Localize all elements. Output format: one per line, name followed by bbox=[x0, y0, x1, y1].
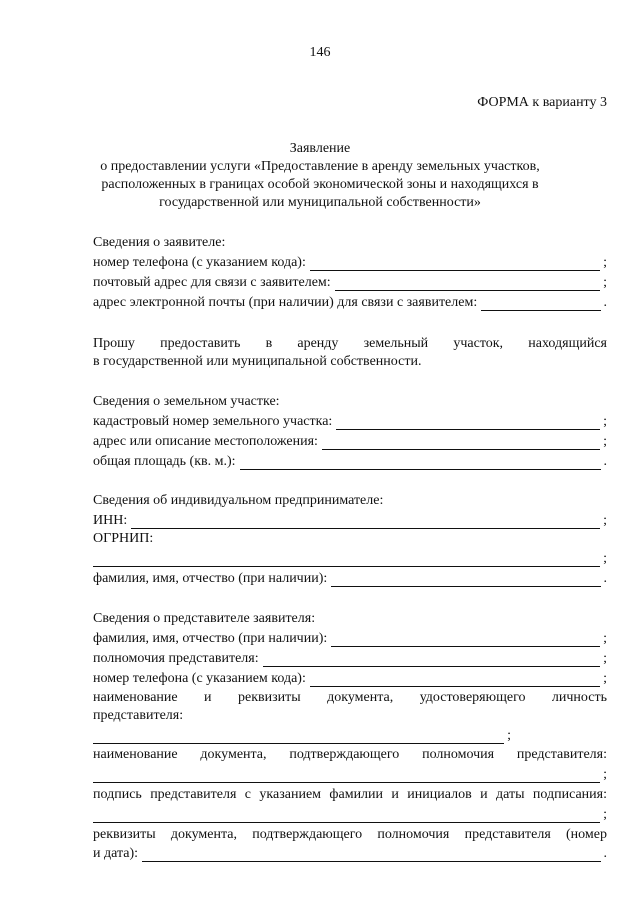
applicant-heading: Сведения о заявителе: bbox=[93, 235, 226, 250]
semicolon: ; bbox=[603, 255, 607, 270]
subtitle-line-3: государственной или муниципальной собственности» bbox=[159, 195, 481, 210]
representative-signature-field[interactable] bbox=[93, 809, 600, 823]
representative-powers-row bbox=[93, 650, 607, 667]
applicant-postal-row bbox=[93, 274, 607, 291]
land-address-row bbox=[93, 433, 607, 450]
applicant-postal-label: почтовый адрес для связи с заявителем: bbox=[93, 275, 331, 290]
representative-authority-details-line-1: реквизиты документа, подтверждающего полномочия представителя (номер bbox=[93, 827, 607, 842]
semicolon: ; bbox=[603, 631, 607, 646]
period: . bbox=[603, 295, 607, 310]
semicolon: ; bbox=[603, 767, 607, 782]
applicant-phone-label: номер телефона (с указанием кода): bbox=[93, 255, 306, 270]
page-number: 146 bbox=[309, 45, 331, 60]
period: . bbox=[603, 571, 607, 586]
semicolon: ; bbox=[603, 434, 607, 449]
representative-fio-field[interactable] bbox=[331, 633, 600, 647]
period: . bbox=[603, 846, 607, 861]
representative-phone-field[interactable] bbox=[310, 673, 600, 687]
applicant-phone-row bbox=[93, 254, 607, 271]
representative-fio-row bbox=[93, 630, 607, 647]
entrepreneur-fio-field[interactable] bbox=[331, 573, 600, 587]
semicolon: ; bbox=[603, 807, 607, 822]
semicolon: ; bbox=[603, 275, 607, 290]
land-cadastral-field[interactable] bbox=[336, 416, 600, 430]
semicolon: ; bbox=[603, 651, 607, 666]
applicant-postal-field[interactable] bbox=[335, 277, 600, 291]
representative-authority-details-field[interactable] bbox=[142, 848, 600, 862]
representative-phone-row bbox=[93, 670, 607, 687]
representative-fio-label: фамилия, имя, отчество (при наличии): bbox=[93, 631, 328, 646]
entrepreneur-inn-row bbox=[93, 512, 607, 529]
entrepreneur-inn-field[interactable] bbox=[131, 515, 600, 529]
request-line-2: в государственной или муниципальной собственности. bbox=[93, 354, 422, 369]
document-title: Заявление bbox=[289, 141, 351, 156]
entrepreneur-fio-label: фамилия, имя, отчество (при наличии): bbox=[93, 571, 328, 586]
applicant-email-label: адрес электронной почты (при наличии) для связи с заявителем: bbox=[93, 295, 478, 310]
form-label: ФОРМА к варианту 3 bbox=[477, 95, 607, 110]
entrepreneur-ogrnip-row bbox=[93, 550, 607, 567]
land-address-field[interactable] bbox=[322, 436, 600, 450]
entrepreneur-inn-label: ИНН: bbox=[93, 513, 128, 528]
representative-authority-doc-field[interactable] bbox=[93, 769, 600, 783]
land-area-row bbox=[93, 453, 607, 470]
land-cadastral-label: кадастровый номер земельного участка: bbox=[93, 414, 333, 429]
representative-signature-label: подпись представителя с указанием фамилии и инициалов и даты подписания: bbox=[93, 787, 607, 802]
applicant-email-row bbox=[93, 294, 607, 311]
representative-authority-doc-label: наименование документа, подтверждающего полномочия представителя: bbox=[93, 747, 607, 762]
semicolon: ; bbox=[603, 671, 607, 686]
entrepreneur-ogrnip-label: ОГРНИП: bbox=[93, 531, 154, 546]
land-address-label: адрес или описание местоположения: bbox=[93, 434, 318, 449]
representative-id-doc-field[interactable] bbox=[93, 730, 504, 744]
entrepreneur-ogrnip-field[interactable] bbox=[93, 553, 600, 567]
semicolon: ; bbox=[603, 551, 607, 566]
semicolon: ; bbox=[507, 728, 511, 743]
semicolon: ; bbox=[603, 513, 607, 528]
representative-phone-label: номер телефона (с указанием кода): bbox=[93, 671, 306, 686]
subtitle-line-2: расположенных в границах особой экономической зоны и находящихся в bbox=[101, 177, 539, 192]
representative-authority-details-row bbox=[93, 845, 607, 862]
representative-heading: Сведения о представителе заявителя: bbox=[93, 611, 316, 626]
request-line-1: Прошу предоставить в аренду земельный участок, находящийся bbox=[93, 336, 607, 351]
period: . bbox=[603, 454, 607, 469]
subtitle-line-1: о предоставлении услуги «Предоставление в аренду земельных участков, bbox=[100, 159, 540, 174]
representative-id-doc-line-2: представителя: bbox=[93, 708, 184, 723]
land-area-field[interactable] bbox=[240, 456, 601, 470]
representative-id-doc-row bbox=[93, 727, 511, 744]
applicant-phone-field[interactable] bbox=[310, 257, 600, 271]
representative-powers-field[interactable] bbox=[263, 653, 601, 667]
entrepreneur-heading: Сведения об индивидуальном предпринимателе: bbox=[93, 493, 384, 508]
applicant-email-field[interactable] bbox=[481, 297, 600, 311]
representative-authority-doc-row bbox=[93, 766, 607, 783]
land-area-label: общая площадь (кв. м.): bbox=[93, 454, 236, 469]
representative-signature-row bbox=[93, 806, 607, 823]
representative-id-doc-line-1: наименование и реквизиты документа, удостоверяющего личность bbox=[93, 690, 607, 705]
representative-powers-label: полномочия представителя: bbox=[93, 651, 259, 666]
entrepreneur-fio-row bbox=[93, 570, 607, 587]
land-cadastral-row bbox=[93, 413, 607, 430]
land-heading: Сведения о земельном участке: bbox=[93, 394, 280, 409]
semicolon: ; bbox=[603, 414, 607, 429]
representative-authority-details-label: и дата): bbox=[93, 846, 139, 861]
